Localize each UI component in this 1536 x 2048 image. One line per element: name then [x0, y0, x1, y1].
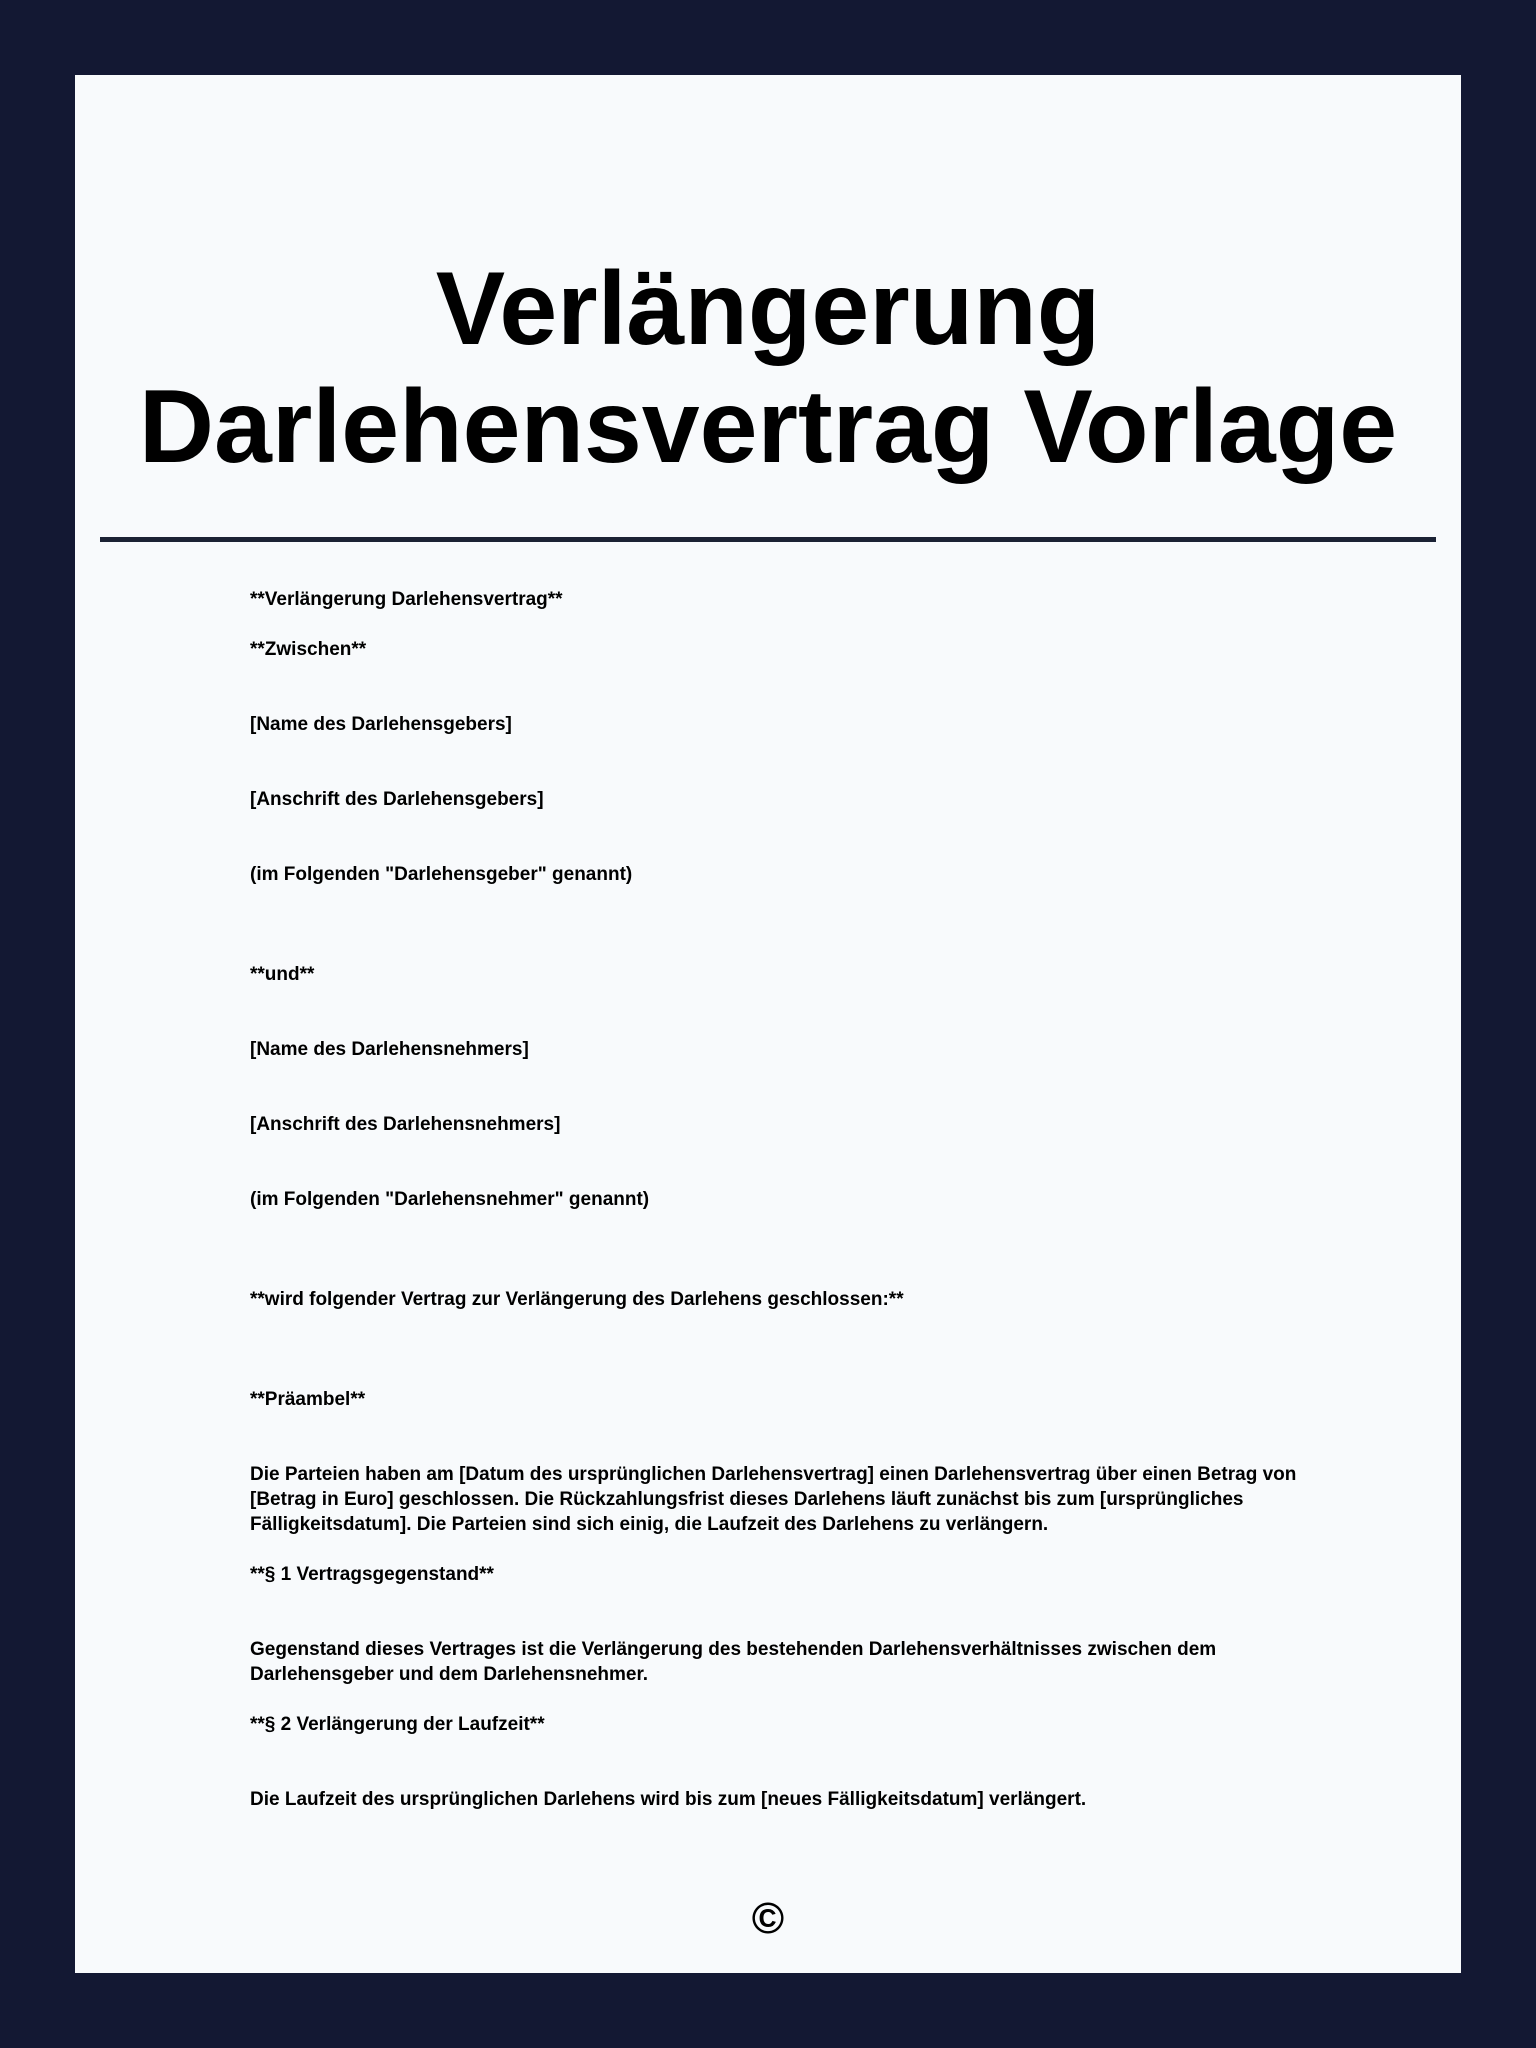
section-2-heading: **§ 2 Verlängerung der Laufzeit**: [250, 1714, 545, 1735]
borrower-address: [Anschrift des Darlehensnehmers]: [250, 1114, 561, 1135]
section-1-text: Gegenstand dieses Vertrages ist die Verlängerung des bestehenden Darlehensverhältnisses zwischen dem Darlehensgeber und dem Darlehensnehmer.: [250, 1639, 1217, 1685]
title-divider: [100, 537, 1436, 542]
section-2-text: Die Laufzeit des ursprünglichen Darlehens wird bis zum [neues Fälligkeitsdatum] verlängert.: [250, 1789, 1087, 1810]
preamble-heading: **Präambel**: [250, 1389, 366, 1410]
section-1-heading: **§ 1 Vertragsgegenstand**: [250, 1564, 494, 1585]
page-title: [75, 250, 1461, 486]
title-line-2: Darlehensvertrag Vorlage: [138, 369, 1398, 485]
lender-label: (im Folgenden "Darlehensgeber" genannt): [250, 864, 633, 885]
copyright-icon: ©: [751, 1894, 785, 1943]
title-line-1: Verlängerung: [435, 251, 1101, 367]
document-heading: **Verlängerung Darlehensvertrag**: [250, 589, 563, 610]
borrower-name: [Name des Darlehensnehmers]: [250, 1039, 529, 1060]
document-page: [75, 75, 1461, 1973]
and-label: **und**: [250, 964, 315, 985]
lender-address: [Anschrift des Darlehensgebers]: [250, 789, 544, 810]
borrower-label: (im Folgenden "Darlehensnehmer" genannt): [250, 1189, 650, 1210]
contract-intro: **wird folgender Vertrag zur Verlängerung des Darlehens geschlossen:**: [250, 1289, 904, 1310]
preamble-text: Die Parteien haben am [Datum des ursprünglichen Darlehensvertrag] einen Darlehensvertrag über einen Betrag von [Betrag in Euro] geschlossen. Die Rückzahlungsfrist dieses Darlehens läuft zunächst bis zum [ursprüngliches Fälligkeitsdatum]. Die Parteien sind sich einig, die Laufzeit des Darlehens zu verlängern.: [250, 1464, 1297, 1535]
between-label: **Zwischen**: [250, 639, 367, 660]
lender-name: [Name des Darlehensgebers]: [250, 714, 512, 735]
